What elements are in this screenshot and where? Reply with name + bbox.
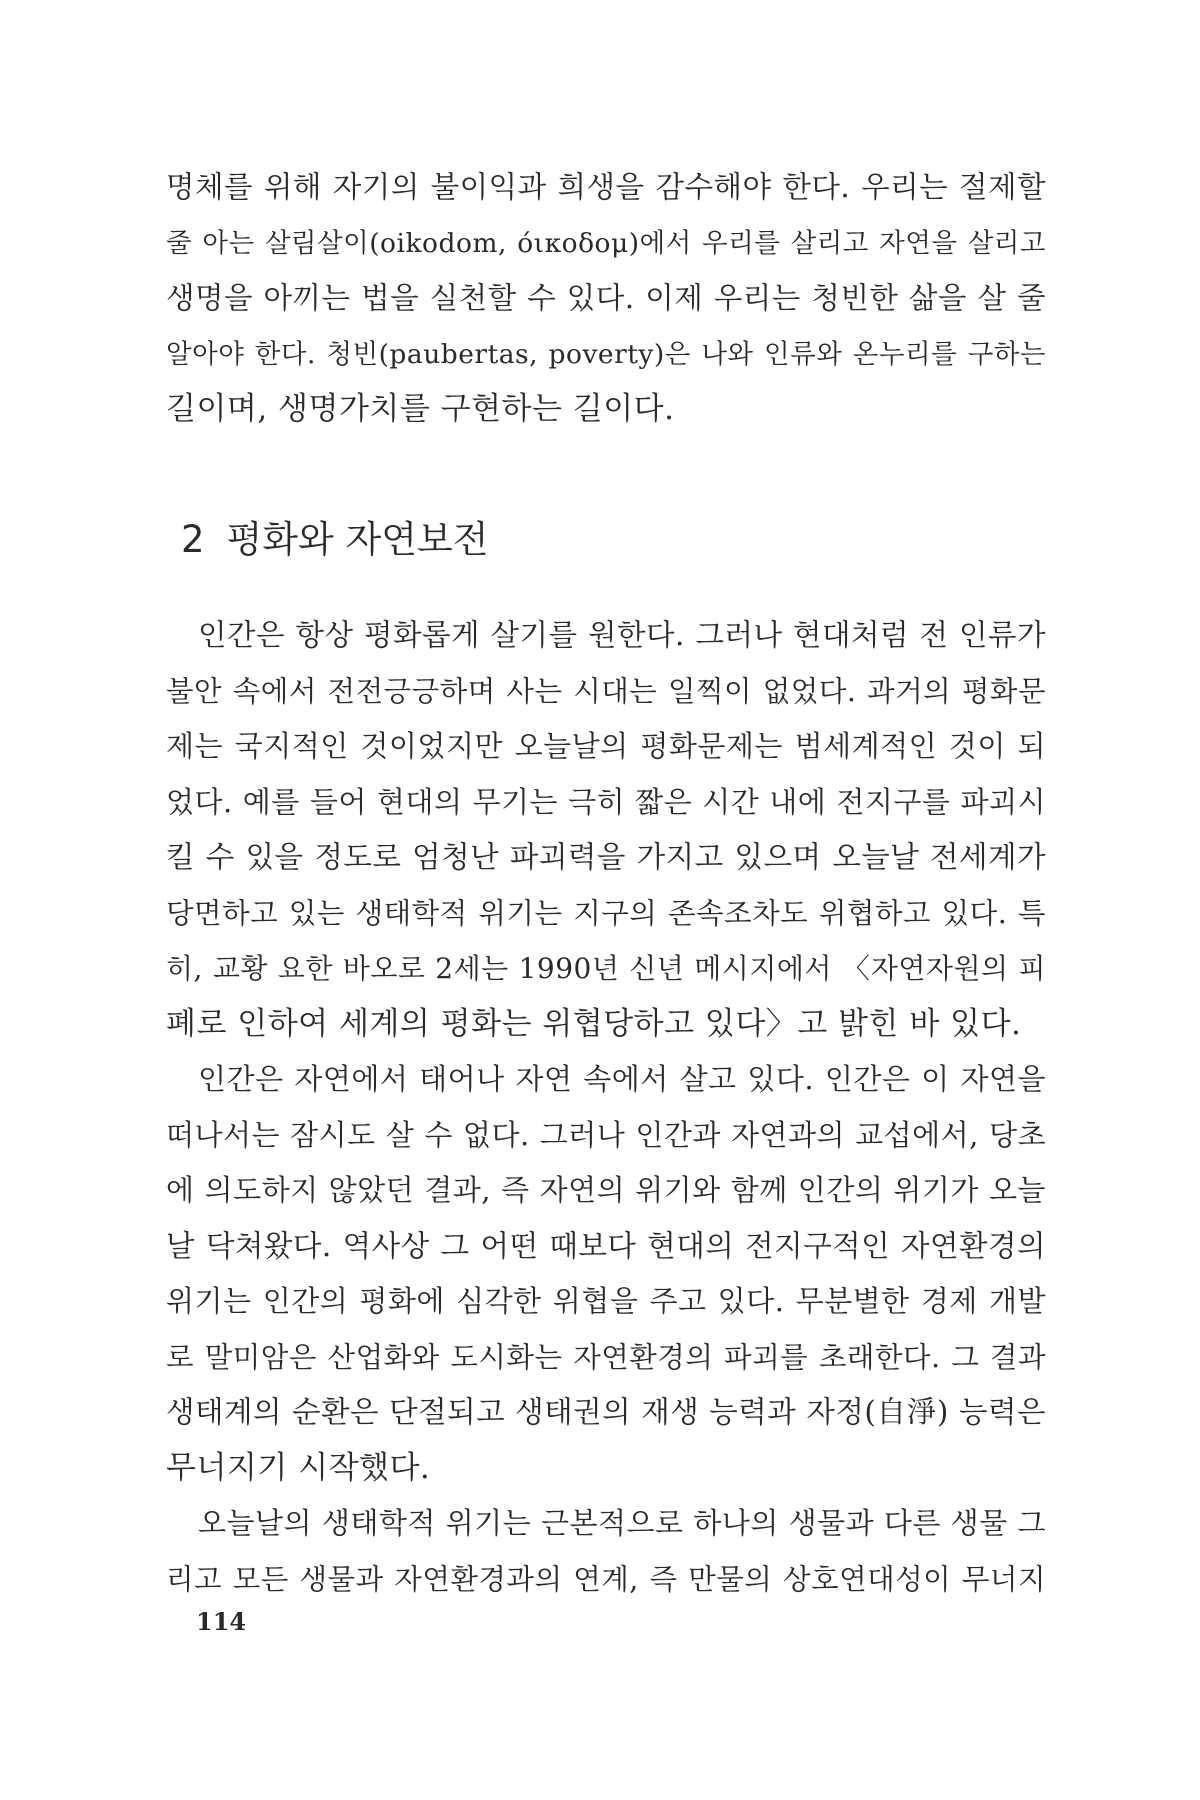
text-line: 생명을 아끼는 법을 실천할 수 있다. 이제 우리는 청빈한 삶을 살 줄 — [166, 281, 1046, 315]
body-text-block — [166, 608, 1046, 1607]
section-title: 평화와 자연보전 — [226, 518, 489, 561]
paragraph — [166, 608, 1046, 1052]
section-heading — [181, 515, 489, 565]
text-line: 불안 속에서 전전긍긍하며 사는 시대는 일찍이 없었다. 과거의 평화문 — [166, 674, 1046, 708]
text-line: 당면하고 있는 생태학적 위기는 지구의 존속조차도 위협하고 있다. 특 — [166, 896, 1046, 930]
text-line: 생태계의 순환은 단절되고 생태권의 재생 능력과 자정(自淨) 능력은 — [166, 1395, 1046, 1429]
intro-text-block — [166, 160, 1046, 438]
text-line: 알아야 한다. 청빈(paubertas, poverty)은 나와 인류와 온누리를 구하는 — [166, 338, 1046, 370]
text-line: 에 의도하지 않았던 결과, 즉 자연의 위기와 함께 인간의 위기가 오늘 — [166, 1173, 1046, 1207]
page-number: 114 — [196, 1607, 247, 1636]
section-number: 2 — [181, 518, 205, 561]
text-line: 길이며, 생명가치를 구현하는 길이다. — [166, 391, 675, 427]
text-line: 킬 수 있을 정도로 엄청난 파괴력을 가지고 있으며 오늘날 전세계가 — [166, 840, 1046, 874]
text-line: 었다. 예를 들어 현대의 무기는 극히 짧은 시간 내에 전지구를 파괴시 — [166, 784, 1046, 819]
text-line: 명체를 위해 자기의 불이익과 희생을 감수해야 한다. 우리는 절제할 — [166, 170, 1046, 204]
paragraph — [166, 1496, 1046, 1607]
text-line: 무너지기 시작했다. — [166, 1449, 431, 1486]
text-line: 인간은 항상 평화롭게 살기를 원한다. 그러나 현대처럼 전 인류가 — [198, 618, 1046, 652]
text-line: 줄 아는 살림살이(oikodom, όικοδομ)에서 우리를 살리고 자연을 살리고 — [166, 227, 1046, 259]
text-line: 인간은 자연에서 태어나 자연 속에서 살고 있다. 인간은 이 자연을 — [198, 1062, 1046, 1096]
text-line: 폐로 인하여 세계의 평화는 위협당하고 있다〉고 밝힌 바 있다. — [166, 1005, 1022, 1042]
text-line: 히, 교황 요한 바오로 2세는 1990년 신년 메시지에서 〈자연자원의 피 — [166, 952, 1046, 985]
text-line: 오늘날의 생태학적 위기는 근본적으로 하나의 생물과 다른 생물 그 — [198, 1506, 1046, 1540]
paragraph — [166, 1052, 1046, 1496]
text-line: 제는 국지적인 것이었지만 오늘날의 평화문제는 범세계적인 것이 되 — [166, 729, 1046, 763]
text-line: 날 닥쳐왔다. 역사상 그 어떤 때보다 현대의 전지구적인 자연환경의 — [166, 1228, 1046, 1263]
text-line: 리고 모든 생물과 자연환경과의 연계, 즉 만물의 상호연대성이 무너지 — [166, 1562, 1046, 1596]
text-line: 떠나서는 잠시도 살 수 없다. 그러나 인간과 자연과의 교섭에서, 당초 — [166, 1117, 1046, 1152]
text-line: 로 말미암은 산업화와 도시화는 자연환경의 파괴를 초래한다. 그 결과 — [166, 1340, 1046, 1374]
text-line: 위기는 인간의 평화에 심각한 위협을 주고 있다. 무분별한 경제 개발 — [166, 1284, 1046, 1318]
